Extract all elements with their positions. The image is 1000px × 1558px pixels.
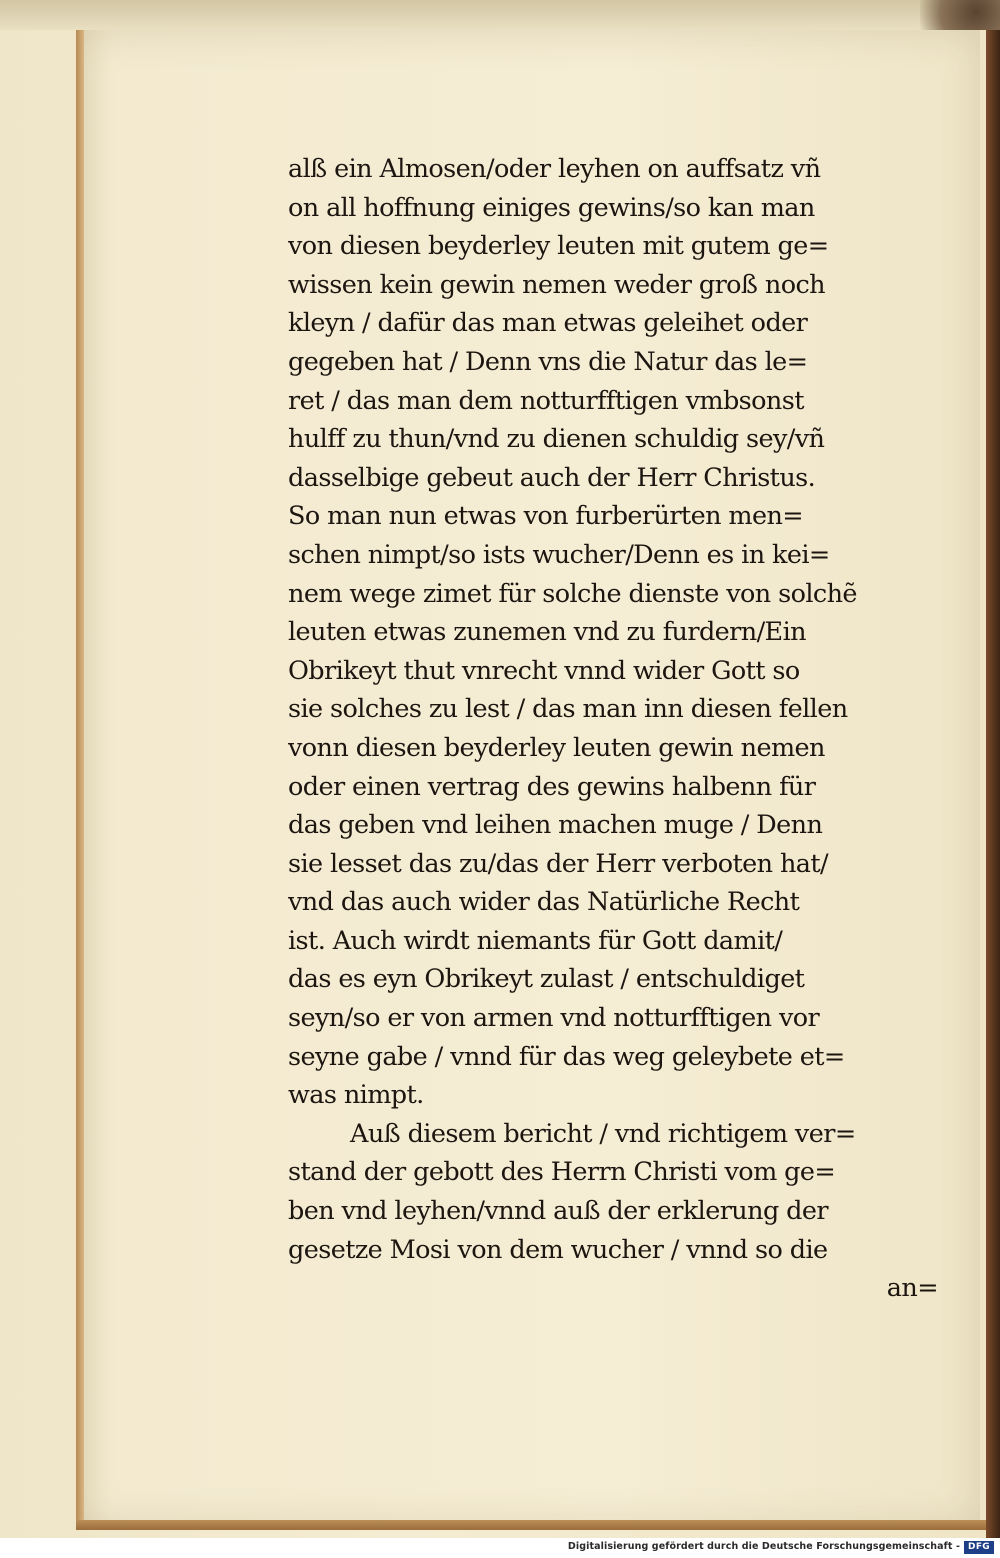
book-spine-right-edge (986, 0, 1000, 1538)
text-line: leuten etwas zunemen vnd zu furdern/Ein (288, 617, 806, 648)
page-left-edge (76, 30, 84, 1526)
text-line: So man nun etwas von furberürten men= (288, 501, 804, 532)
text-line: nem wege zimet für solche dienste von solchẽ (288, 578, 857, 609)
text-line: von diesen beyderley leuten mit gutem ge= (288, 231, 829, 262)
page-text (288, 150, 948, 1308)
text-line: oder einen vertrag des gewins halbenn für (288, 771, 816, 802)
cover-corner (920, 0, 1000, 30)
text-line: ret / das man dem notturfftigen vmbsonst (288, 385, 804, 416)
text-line: das geben vnd leihen machen muge / Denn (288, 810, 823, 841)
text-line: hulff zu thun/vnd zu dienen schuldig sey/vñ (288, 424, 825, 455)
dfg-logo: DFG (964, 1541, 994, 1554)
text-line: wissen kein gewin nemen weder groß noch (288, 269, 825, 300)
text-line: was nimpt. (288, 1080, 424, 1111)
text-line: dasselbige gebeut auch der Herr Christus. (288, 462, 816, 493)
text-line: sie lesset das zu/das der Herr verboten hat/ (288, 848, 829, 879)
text-line: Auß diesem bericht / vnd richtigem ver= (350, 1118, 856, 1149)
digitization-credit: Digitalisierung gefördert durch die Deutsche Forschungsgemeinschaft - (567, 1541, 960, 1552)
text-line: seyne gabe / vnnd für das weg geleybete et= (288, 1041, 845, 1072)
text-line: Obrikeyt thut vnrecht vnnd wider Gott so (288, 655, 800, 686)
text-line: sie solches zu lest / das man inn diesen fellen (288, 694, 848, 725)
text-line: alß ein Almosen/oder leyhen on auffsatz vñ (288, 154, 821, 184)
text-line: das es eyn Obrikeyt zulast / entschuldiget (288, 964, 805, 995)
text-line: schen nimpt/so ists wucher/Denn es in kei= (288, 539, 830, 570)
text-line: ben vnd leyhen/vnnd auß der erklerung der (288, 1196, 828, 1227)
text-line: on all hoffnung einiges gewins/so kan man (288, 192, 815, 223)
text-line: vnd das auch wider das Natürliche Recht (288, 887, 800, 918)
text-line: gegeben hat / Denn vns die Natur das le= (288, 346, 808, 377)
text-line: stand der gebott des Herrn Christi vom ge= (288, 1157, 836, 1188)
text-line: seyn/so er von armen vnd notturfftigen vor (288, 1003, 820, 1034)
text-line: ist. Auch wirdt niemants für Gott damit/ (288, 925, 783, 956)
text-line: vonn diesen beyderley leuten gewin nemen (288, 732, 825, 763)
page-bottom-edge (76, 1520, 986, 1530)
text-line: kleyn / dafür das man etwas geleihet oder (288, 308, 808, 339)
book-cover-top-edge (0, 0, 1000, 30)
text-line: gesetze Mosi von dem wucher / vnnd so die (288, 1234, 828, 1265)
catchword: an= (886, 1273, 938, 1304)
